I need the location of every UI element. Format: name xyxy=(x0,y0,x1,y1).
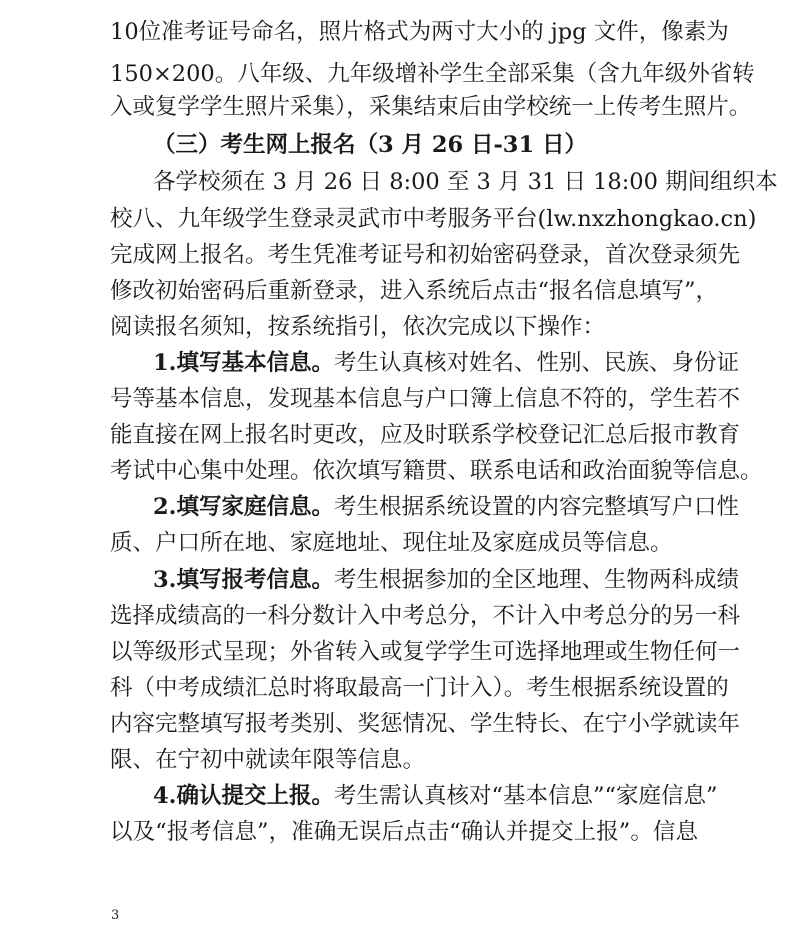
paragraph-line: 修改初始密码后重新登录，进入系统后点击“报名信息填写”， xyxy=(110,278,719,304)
paragraph-line: 考试中心集中处理。依次填写籍贯、联系电话和政治面貌等信息。 xyxy=(110,458,763,484)
item-heading: 2.填写家庭信息。 xyxy=(153,494,334,520)
item-heading: 3.填写报考信息。 xyxy=(153,567,334,593)
paragraph-line: 完成网上报名。考生凭准考证号和初始密码登录，首次登录须先 xyxy=(110,242,741,268)
paragraph-line: 能直接在网上报名时更改，应及时联系学校登记汇总后报市教育 xyxy=(110,422,741,448)
paragraph-line: 各学校须在 3 月 26 日 8:00 至 3 月 31 日 18:00 期间组织本 xyxy=(153,169,778,195)
paragraph-line: 内容完整填写报考类别、奖惩情况、学生特长、在宁小学就读年 xyxy=(110,711,741,737)
page-number: 3 xyxy=(111,908,120,923)
paragraph-line: 入或复学学生照片采集），采集结束后由学校统一上传考生照片。 xyxy=(110,94,752,120)
item-heading: 1.填写基本信息。 xyxy=(153,350,334,376)
paragraph-line: 4.确认提交上报。考生需认真核对“基本信息”“家庭信息” xyxy=(153,783,718,809)
paragraph-line: 2.填写家庭信息。考生根据系统设置的内容完整填写户口性 xyxy=(153,494,740,520)
paragraph-line: 选择成绩高的一科分数计入中考总分，不计入中考总分的另一科 xyxy=(110,603,741,629)
paragraph-line: 以及“报考信息”，准确无误后点击“确认并提交上报”。信息 xyxy=(110,819,698,845)
item-heading: 4.确认提交上报。 xyxy=(153,783,334,809)
paragraph-line: 3.填写报考信息。考生根据参加的全区地理、生物两科成绩 xyxy=(153,567,740,593)
paragraph-line: 号等基本信息，发现基本信息与户口簿上信息不符的，学生若不 xyxy=(110,386,741,412)
paragraph-line: 限、在宁初中就读年限等信息。 xyxy=(110,747,426,773)
paragraph-line: 质、户口所在地、家庭地址、现住址及家庭成员等信息。 xyxy=(110,530,673,556)
paragraph-line: 科（中考成绩汇总时将取最高一门计入）。考生根据系统设置的 xyxy=(110,675,729,701)
paragraph-line: 校八、九年级学生登录灵武市中考服务平台(lw.nxzhongkao.cn) xyxy=(110,206,757,232)
paragraph-line: 以等级形式呈现；外省转入或复学学生可选择地理或生物任何一 xyxy=(110,639,741,665)
section-heading: （三）考生网上报名（3 月 26 日-31 日） xyxy=(153,132,587,158)
paragraph-line: 1.填写基本信息。考生认真核对姓名、性别、民族、身份证 xyxy=(153,350,740,376)
paragraph-line: 150×200。八年级、九年级增补学生全部采集（含九年级外省转 xyxy=(110,61,755,87)
paragraph-line: 阅读报名须知，按系统指引，依次完成以下操作： xyxy=(110,314,606,340)
paragraph-line: 10位准考证号命名，照片格式为两寸大小的 jpg 文件，像素为 xyxy=(110,19,729,45)
